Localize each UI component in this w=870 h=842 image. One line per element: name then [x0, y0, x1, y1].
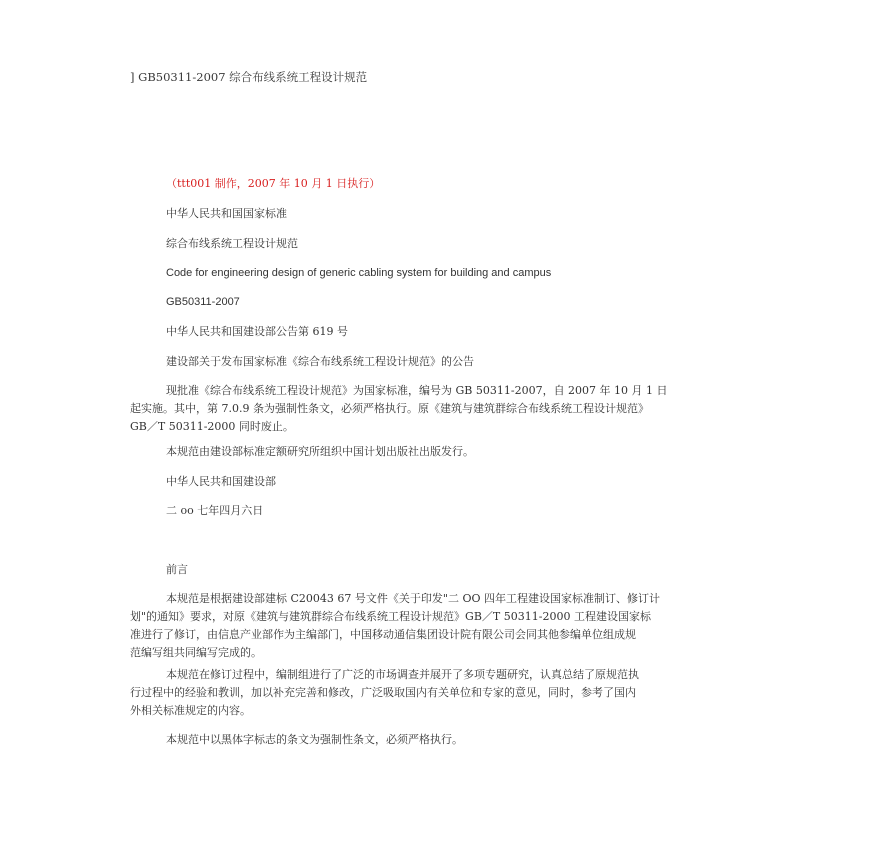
preface-paragraph-2 [130, 666, 740, 720]
standard-title-cn: 综合布线系统工程设计规范 [166, 237, 298, 250]
document-header: ] GB50311-2007 综合布线系统工程设计规范 [130, 70, 368, 84]
publishing-note: 本规范由建设部标准定额研究所组织中国计划出版社出版发行。 [166, 445, 474, 458]
issuer: 中华人民共和国建设部 [166, 475, 276, 488]
paragraph-line: 行过程中的经验和教训，加以补充完善和修改，广泛吸取国内有关单位和专家的意见，同时，参考了国内 [130, 686, 636, 699]
preface-paragraph-1 [130, 590, 740, 662]
paragraph-line: 准进行了修订，由信息产业部作为主编部门，中国移动通信集团设计院有限公司会同其他参编单位组成规 [130, 628, 636, 641]
paragraph-line: 现批准《综合布线系统工程设计规范》为国家标准，编号为 GB 50311-2007，自 2007 年 10 月 1 日 [166, 384, 668, 397]
paragraph-line: 起实施。其中，第 7.0.9 条为强制性条文，必须严格执行。原《建筑与建筑群综合布线系统工程设计规范》 [130, 402, 649, 415]
paragraph-line: 本规范是根据建设部建标 C20043 67 号文件《关于印发"二 OO 四年工程建设国家标准制订、修订计 [166, 592, 660, 605]
paragraph-line: 范编写组共同编写完成的。 [130, 646, 262, 659]
paragraph-line: 外相关标准规定的内容。 [130, 704, 251, 717]
standard-title-en: Code for engineering design of generic cabling system for building and campus [166, 267, 552, 279]
standard-code: GB50311-2007 [166, 296, 240, 308]
preface-paragraph-3: 本规范中以黑体字标志的条文为强制性条文，必须严格执行。 [166, 733, 463, 746]
issue-date: 二 oo 七年四月六日 [166, 504, 264, 517]
red-notice: （ttt001 制作，2007 年 10 月 1 日执行） [166, 177, 381, 190]
preface-title: 前言 [166, 563, 188, 576]
announcement-number: 中华人民共和国建设部公告第 619 号 [166, 325, 348, 338]
paragraph-line: GB／T 50311-2000 同时废止。 [130, 420, 294, 433]
national-standard-label: 中华人民共和国国家标准 [166, 207, 287, 220]
paragraph-line: 本规范在修订过程中，编制组进行了广泛的市场调查并展开了多项专题研究，认真总结了原规范执 [166, 668, 639, 681]
paragraph-line: 划"的通知》要求，对原《建筑与建筑群综合布线系统工程设计规范》GB／T 50311-2000 工程建设国家标 [130, 610, 651, 623]
announcement-title: 建设部关于发布国家标准《综合布线系统工程设计规范》的公告 [166, 355, 474, 368]
announcement-paragraph [130, 382, 740, 436]
